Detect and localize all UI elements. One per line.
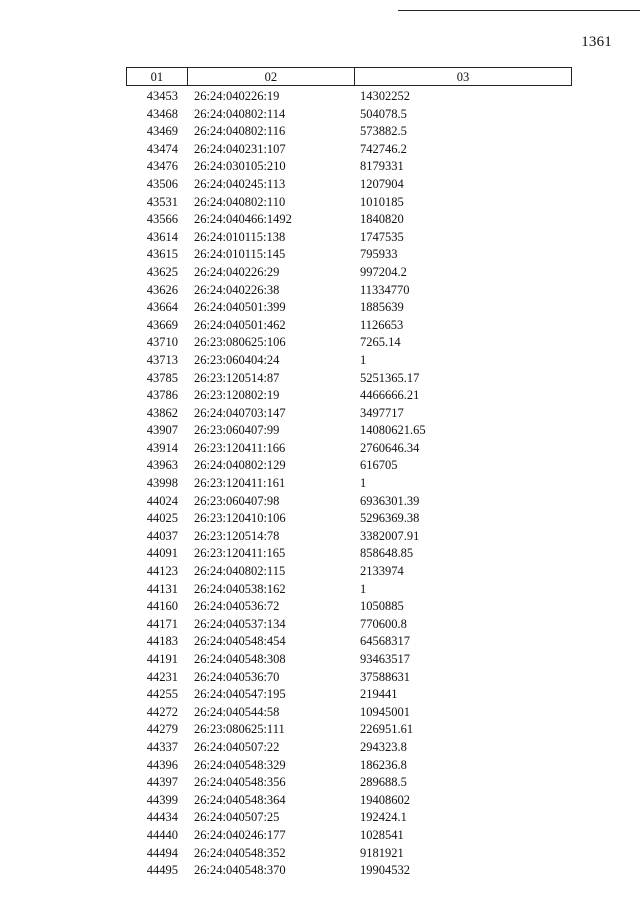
cell-id: 43625 bbox=[146, 264, 178, 279]
table-row bbox=[126, 158, 572, 176]
cell-value: 7265.14 bbox=[360, 335, 401, 350]
cell-cadastral-number: 26:24:040245:113 bbox=[194, 176, 286, 191]
cell-id: 43506 bbox=[146, 176, 178, 191]
cell-value: 5296369.38 bbox=[360, 511, 420, 526]
cell-value: 858648.85 bbox=[360, 546, 414, 561]
cell-id: 44272 bbox=[146, 704, 178, 719]
table-row bbox=[126, 422, 572, 440]
cell-id: 44495 bbox=[146, 863, 178, 878]
cell-id: 43531 bbox=[146, 194, 178, 209]
table-row bbox=[126, 563, 572, 581]
cell-value: 3497717 bbox=[360, 405, 404, 420]
cell-value: 1028541 bbox=[360, 827, 404, 842]
cell-cadastral-number: 26:24:040802:114 bbox=[194, 106, 286, 121]
cell-cadastral-number: 26:24:040246:177 bbox=[194, 827, 286, 842]
cell-value: 795933 bbox=[360, 247, 398, 262]
cell-id: 44191 bbox=[146, 652, 178, 666]
table-row bbox=[126, 528, 572, 546]
cell-value: 294323.8 bbox=[360, 739, 407, 754]
cell-cadastral-number: 26:24:040548:352 bbox=[194, 845, 286, 860]
cell-value: 19904532 bbox=[360, 863, 410, 878]
cell-value: 186236.8 bbox=[360, 757, 407, 772]
table-header-row bbox=[126, 67, 572, 86]
cell-value: 1126653 bbox=[360, 317, 404, 332]
table-row bbox=[126, 387, 572, 405]
cell-value: 6936301.39 bbox=[360, 493, 420, 508]
cell-cadastral-number: 26:24:040466:1492 bbox=[194, 212, 292, 227]
cell-id: 43469 bbox=[146, 124, 178, 139]
cell-value: 4466666.21 bbox=[360, 388, 420, 403]
table-row bbox=[126, 845, 572, 863]
cell-cadastral-number: 26:23:060404:24 bbox=[194, 352, 280, 367]
cell-id: 44171 bbox=[146, 616, 178, 631]
cell-cadastral-number: 26:24:040537:134 bbox=[194, 616, 286, 631]
cell-cadastral-number: 26:23:080625:111 bbox=[194, 722, 285, 737]
column-header-03: 03 bbox=[354, 68, 571, 85]
cell-cadastral-number: 26:24:040226:38 bbox=[194, 282, 280, 297]
cell-value: 770600.8 bbox=[360, 616, 407, 631]
table-row bbox=[126, 493, 572, 511]
cell-id: 43785 bbox=[146, 370, 178, 385]
cell-cadastral-number: 26:24:040538:162 bbox=[194, 581, 286, 596]
cell-cadastral-number: 26:24:040226:19 bbox=[194, 89, 280, 103]
cell-cadastral-number: 26:23:080625:106 bbox=[194, 335, 286, 350]
cell-value: 997204.2 bbox=[360, 264, 407, 279]
table-row bbox=[126, 739, 572, 757]
cell-cadastral-number: 26:24:040548:454 bbox=[194, 634, 286, 649]
cell-id: 43669 bbox=[146, 317, 178, 332]
cell-id: 43453 bbox=[146, 89, 178, 103]
cell-value: 2760646.34 bbox=[360, 440, 420, 455]
table-row bbox=[126, 651, 572, 669]
table-row bbox=[126, 598, 572, 616]
cell-cadastral-number: 26:24:040802:115 bbox=[194, 564, 286, 579]
cell-value: 573882.5 bbox=[360, 124, 407, 139]
cell-id: 44494 bbox=[146, 845, 178, 860]
cell-id: 43914 bbox=[146, 440, 178, 455]
cell-cadastral-number: 26:23:060407:99 bbox=[194, 423, 280, 438]
cell-value: 742746.2 bbox=[360, 141, 407, 156]
cell-id: 43566 bbox=[146, 212, 178, 227]
cell-cadastral-number: 26:24:040544:58 bbox=[194, 704, 280, 719]
cell-cadastral-number: 26:24:040231:107 bbox=[194, 141, 286, 156]
table-row bbox=[126, 246, 572, 264]
column-header-02: 02 bbox=[187, 68, 354, 85]
cell-cadastral-number: 26:23:120802:19 bbox=[194, 388, 280, 403]
cell-value: 9181921 bbox=[360, 845, 404, 860]
cell-value: 1 bbox=[360, 352, 367, 367]
table-row bbox=[126, 792, 572, 810]
table-row bbox=[126, 352, 572, 370]
table-row bbox=[126, 475, 572, 493]
table-row bbox=[126, 211, 572, 229]
cell-id: 44131 bbox=[146, 581, 178, 596]
cell-cadastral-number: 26:24:040536:72 bbox=[194, 599, 280, 614]
cell-id: 43963 bbox=[146, 458, 178, 473]
cell-value: 5251365.17 bbox=[360, 370, 420, 385]
cell-id: 44024 bbox=[146, 493, 178, 508]
cell-id: 44123 bbox=[146, 564, 178, 579]
cell-id: 44279 bbox=[146, 722, 178, 737]
table-row bbox=[126, 229, 572, 247]
table-row bbox=[126, 317, 572, 335]
cell-id: 43998 bbox=[146, 476, 178, 491]
table-row bbox=[126, 194, 572, 212]
cell-value: 2133974 bbox=[360, 564, 404, 579]
column-header-01: 01 bbox=[150, 70, 164, 84]
cell-value: 219441 bbox=[360, 687, 398, 702]
cell-cadastral-number: 26:24:040802:116 bbox=[194, 124, 286, 139]
cell-id: 43615 bbox=[146, 247, 178, 262]
cell-id: 43614 bbox=[146, 229, 178, 244]
cell-value: 93463517 bbox=[360, 652, 410, 666]
data-table bbox=[126, 67, 572, 880]
table-row bbox=[126, 457, 572, 475]
cell-value: 1207904 bbox=[360, 176, 404, 191]
cell-value: 8179331 bbox=[360, 159, 404, 174]
cell-id: 43476 bbox=[146, 159, 178, 174]
cell-cadastral-number: 26:24:040501:462 bbox=[194, 317, 286, 332]
cell-value: 226951.61 bbox=[360, 722, 414, 737]
cell-id: 43786 bbox=[146, 388, 178, 403]
cell-value: 3382007.91 bbox=[360, 528, 420, 543]
cell-value: 64568317 bbox=[360, 634, 410, 649]
cell-cadastral-number: 26:24:040802:110 bbox=[194, 194, 286, 209]
cell-value: 14302252 bbox=[360, 89, 410, 103]
table-row bbox=[126, 510, 572, 528]
table-row bbox=[126, 440, 572, 458]
table-row bbox=[126, 370, 572, 388]
cell-id: 44231 bbox=[146, 669, 178, 684]
table-row bbox=[126, 545, 572, 563]
page-number: 1361 bbox=[581, 34, 612, 50]
cell-cadastral-number: 26:23:120410:106 bbox=[194, 511, 286, 526]
cell-id: 43907 bbox=[146, 423, 178, 438]
cell-id: 44160 bbox=[146, 599, 178, 614]
cell-value: 616705 bbox=[360, 458, 398, 473]
cell-id: 44183 bbox=[146, 634, 178, 649]
cell-cadastral-number: 26:24:040548:364 bbox=[194, 792, 286, 807]
cell-value: 1 bbox=[360, 581, 367, 596]
cell-id: 43713 bbox=[146, 352, 178, 367]
table-row bbox=[126, 141, 572, 159]
cell-id: 43862 bbox=[146, 405, 178, 420]
table-row bbox=[126, 862, 572, 880]
table-row bbox=[126, 809, 572, 827]
cell-cadastral-number: 26:24:040548:356 bbox=[194, 775, 286, 790]
table-row bbox=[126, 299, 572, 317]
cell-id: 44434 bbox=[146, 810, 178, 825]
table-row bbox=[126, 686, 572, 704]
cell-value: 192424.1 bbox=[360, 810, 407, 825]
cell-cadastral-number: 26:24:040226:29 bbox=[194, 264, 280, 279]
table-row bbox=[126, 774, 572, 792]
table-row bbox=[126, 616, 572, 634]
cell-id: 44037 bbox=[146, 528, 178, 543]
cell-cadastral-number: 26:23:120411:161 bbox=[194, 476, 286, 491]
cell-cadastral-number: 26:24:040507:22 bbox=[194, 739, 280, 754]
cell-id: 43626 bbox=[146, 282, 178, 297]
table-row bbox=[126, 721, 572, 739]
cell-value: 289688.5 bbox=[360, 775, 407, 790]
cell-id: 44396 bbox=[146, 757, 178, 772]
table-row bbox=[126, 264, 572, 282]
cell-cadastral-number: 26:24:040802:129 bbox=[194, 458, 286, 473]
cell-value: 1010185 bbox=[360, 194, 404, 209]
table-row bbox=[126, 827, 572, 845]
cell-value: 37588631 bbox=[360, 669, 410, 684]
cell-cadastral-number: 26:24:040501:399 bbox=[194, 300, 286, 315]
table-row bbox=[126, 88, 572, 106]
cell-value: 1747535 bbox=[360, 229, 404, 244]
table-row bbox=[126, 405, 572, 423]
cell-id: 43664 bbox=[146, 300, 178, 315]
cell-id: 44091 bbox=[146, 546, 178, 561]
cell-value: 11334770 bbox=[360, 282, 410, 297]
cell-id: 43474 bbox=[146, 141, 178, 156]
table-row bbox=[126, 123, 572, 141]
cell-value: 14080621.65 bbox=[360, 423, 426, 438]
cell-cadastral-number: 26:24:040548:308 bbox=[194, 652, 286, 666]
table-body bbox=[126, 86, 572, 880]
cell-cadastral-number: 26:23:060407:98 bbox=[194, 493, 280, 508]
cell-value: 1 bbox=[360, 476, 367, 491]
cell-cadastral-number: 26:23:120514:78 bbox=[194, 528, 280, 543]
cell-id: 44025 bbox=[146, 511, 178, 526]
table-row bbox=[126, 282, 572, 300]
table-row bbox=[126, 176, 572, 194]
cell-cadastral-number: 26:23:120411:165 bbox=[194, 546, 286, 561]
cell-value: 1050885 bbox=[360, 599, 404, 614]
cell-id: 44440 bbox=[146, 827, 178, 842]
cell-id: 44255 bbox=[146, 687, 178, 702]
cell-id: 44399 bbox=[146, 792, 178, 807]
table-row bbox=[126, 669, 572, 687]
table-row bbox=[126, 334, 572, 352]
table-row bbox=[126, 704, 572, 722]
table-row bbox=[126, 633, 572, 651]
cell-cadastral-number: 26:24:030105:210 bbox=[194, 159, 286, 174]
cell-value: 10945001 bbox=[360, 704, 410, 719]
cell-cadastral-number: 26:24:040548:370 bbox=[194, 863, 286, 878]
cell-cadastral-number: 26:23:120411:166 bbox=[194, 440, 286, 455]
cell-cadastral-number: 26:24:010115:145 bbox=[194, 247, 286, 262]
table-row bbox=[126, 757, 572, 775]
cell-value: 1840820 bbox=[360, 212, 404, 227]
cell-id: 43710 bbox=[146, 335, 178, 350]
table-row bbox=[126, 106, 572, 124]
cell-cadastral-number: 26:24:040548:329 bbox=[194, 757, 286, 772]
cell-cadastral-number: 26:24:040547:195 bbox=[194, 687, 286, 702]
table-row bbox=[126, 581, 572, 599]
cell-value: 504078.5 bbox=[360, 106, 407, 121]
cell-cadastral-number: 26:24:040536:70 bbox=[194, 669, 280, 684]
header-rule bbox=[398, 10, 640, 11]
cell-cadastral-number: 26:24:040703:147 bbox=[194, 405, 286, 420]
cell-value: 1885639 bbox=[360, 300, 404, 315]
cell-value: 19408602 bbox=[360, 792, 410, 807]
cell-cadastral-number: 26:24:040507:25 bbox=[194, 810, 280, 825]
cell-cadastral-number: 26:24:010115:138 bbox=[194, 229, 286, 244]
cell-id: 43468 bbox=[146, 106, 178, 121]
cell-id: 44337 bbox=[146, 739, 178, 754]
cell-id: 44397 bbox=[146, 775, 178, 790]
cell-cadastral-number: 26:23:120514:87 bbox=[194, 370, 280, 385]
